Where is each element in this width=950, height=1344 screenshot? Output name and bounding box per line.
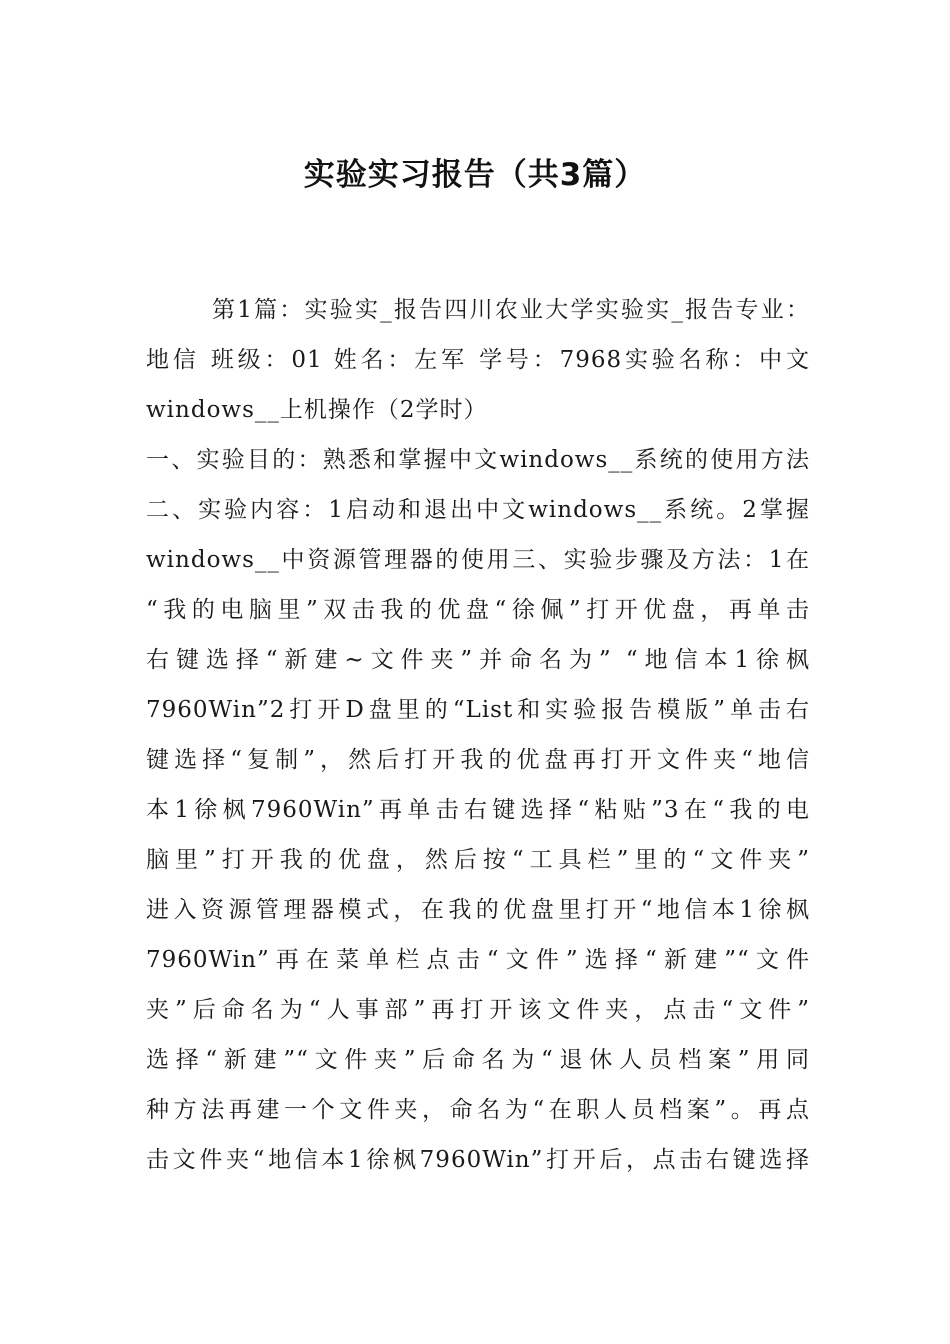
document-body [146, 285, 810, 1185]
paragraph-line: 一、实验目的：熟悉和掌握中文windows__系统的使用方法 [146, 447, 810, 473]
paragraph-line: windows__上机操作（2学时） [146, 397, 488, 423]
paragraph-line: 选择“新建”“文件夹”后命名为“退休人员档案”用同 [146, 1047, 810, 1073]
document-title: 实验实习报告（共3篇） [303, 157, 647, 193]
paragraph-line: 7960Win”2打开D盘里的“List和实验报告模版”单击右 [146, 697, 810, 723]
paragraph-line: 第1篇：实验实_报告四川农业大学实验实_报告专业： [212, 297, 810, 323]
paragraph-line: 键选择“复制”，然后打开我的优盘再打开文件夹“地信 [146, 747, 810, 773]
paragraph-line: windows__中资源管理器的使用三、实验步骤及方法：1在 [146, 547, 810, 573]
paragraph-line: 地信 班级：01 姓名：左军 学号：7968实验名称：中文 [146, 347, 810, 373]
paragraph-line: 二、实验内容：1启动和退出中文windows__系统。2掌握 [146, 497, 810, 523]
paragraph-line: 夹”后命名为“人事部”再打开该文件夹，点击“文件” [146, 997, 810, 1023]
paragraph-line: 本1徐枫7960Win”再单击右键选择“粘贴”3在“我的电 [146, 797, 810, 823]
paragraph-line: 击文件夹“地信本1徐枫7960Win”打开后，点击右键选择 [146, 1147, 810, 1173]
paragraph-line: 种方法再建一个文件夹，命名为“在职人员档案”。再点 [146, 1097, 810, 1123]
paragraph-line: “我的电脑里”双击我的优盘“徐佩”打开优盘，再单击 [146, 597, 810, 623]
paragraph-line: 进入资源管理器模式，在我的优盘里打开“地信本1徐枫 [146, 897, 810, 923]
paragraph-line: 脑里”打开我的优盘，然后按“工具栏”里的“文件夹” [146, 847, 810, 873]
paragraph-line: 7960Win”再在菜单栏点击“文件”选择“新建”“文件 [146, 947, 810, 973]
paragraph-line: 右键选择“新建~文件夹”并命名为” “地信本1徐枫 [146, 647, 810, 673]
